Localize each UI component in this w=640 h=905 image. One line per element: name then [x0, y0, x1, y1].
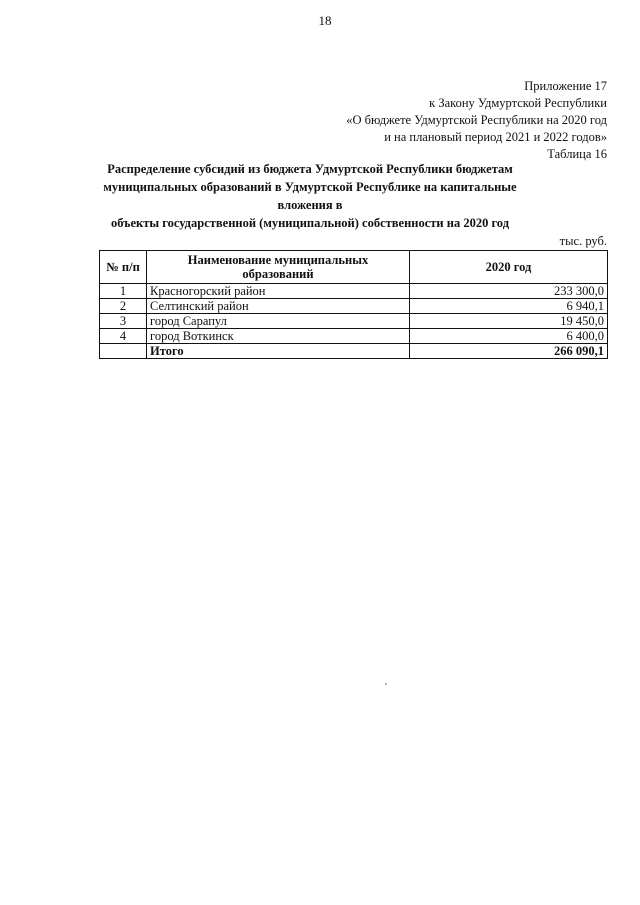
- page-number: 18: [318, 13, 332, 28]
- total-value: 266 090,1: [410, 344, 608, 359]
- appendix-label: Приложение 17: [524, 79, 607, 93]
- row-value: 233 300,0: [410, 284, 608, 299]
- header-num: № п/п: [100, 251, 147, 284]
- table-row: [100, 299, 608, 314]
- table-row: [100, 329, 608, 344]
- row-value: 6 400,0: [410, 329, 608, 344]
- row-name: Селтинский район: [147, 299, 410, 314]
- subsidy-table: [99, 250, 608, 359]
- total-num-cell: [100, 344, 147, 359]
- row-name: город Сарапул: [147, 314, 410, 329]
- total-row: [100, 344, 608, 359]
- appendix-law-ref: к Закону Удмуртской Республики: [429, 96, 607, 110]
- total-label: Итого: [147, 344, 410, 359]
- row-name: Красногорский район: [147, 284, 410, 299]
- document-title: [90, 160, 530, 232]
- header-name-line-2: образований: [242, 267, 314, 281]
- header-year: 2020 год: [410, 251, 608, 284]
- row-num: 2: [100, 299, 147, 314]
- header-name: [147, 251, 410, 284]
- row-num: 3: [100, 314, 147, 329]
- title-line-3: объекты государственной (муниципальной) собственности на 2020 год: [110, 216, 510, 230]
- title-line-1: Распределение субсидий из бюджета Удмуртской Республики бюджетам: [107, 162, 513, 176]
- table-row: [100, 284, 608, 299]
- table-number: Таблица 16: [547, 147, 607, 161]
- title-line-2: муниципальных образований в Удмуртской Республике на капитальные вложения в: [103, 180, 517, 212]
- scan-speck: [385, 683, 387, 685]
- appendix-law-title: «О бюджете Удмуртской Республики на 2020 год: [346, 113, 607, 127]
- row-num: 1: [100, 284, 147, 299]
- header-name-line-1: Наименование муниципальных: [187, 253, 369, 267]
- units-label: тыс. руб.: [559, 234, 607, 248]
- table-row: [100, 314, 608, 329]
- row-value: 19 450,0: [410, 314, 608, 329]
- row-value: 6 940,1: [410, 299, 608, 314]
- row-num: 4: [100, 329, 147, 344]
- table-header-row: [100, 251, 608, 284]
- appendix-law-period: и на плановый период 2021 и 2022 годов»: [384, 130, 607, 144]
- row-name: город Воткинск: [147, 329, 410, 344]
- appendix-header: [346, 78, 607, 163]
